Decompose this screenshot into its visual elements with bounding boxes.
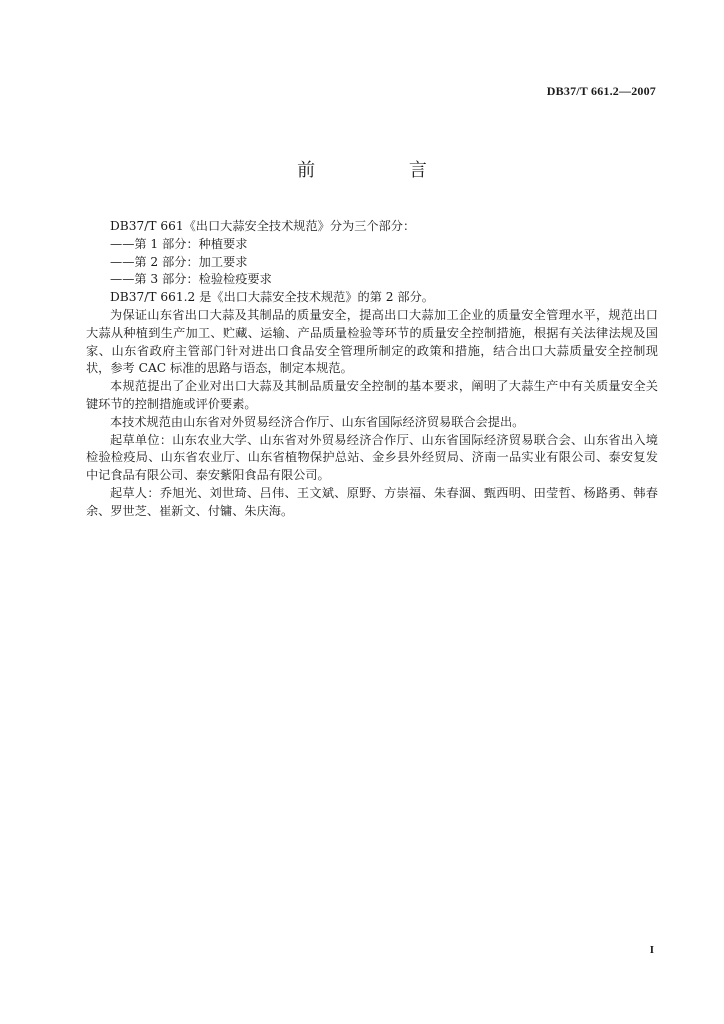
paragraph-scope: 本规范提出了企业对出口大蒜及其制品质量安全控制的基本要求，阐明了大蒜生产中有关质量安全关键环节的控制措施或评价要素。	[86, 379, 658, 411]
page-title: 前 言	[297, 160, 471, 181]
paragraph-purpose: 为保证山东省出口大蒜及其制品的质量安全，提高出口大蒜加工企业的质量安全管理水平，规范出口大蒜从种植到生产加工、贮藏、运输、产品质量检验等环节的质量安全控制措施，根据有关法律法规及国家、山东省政府主管部门针对进出口食品安全管理所制定的政策和措施，结合出口大蒜质量安全控制现状，参考 CAC 标准的思路与语态，制定本规范。	[86, 307, 658, 376]
paragraph-proposer: 本技术规范由山东省对外贸易经济合作厅、山东省国际经济贸易联合会提出。	[110, 414, 525, 429]
list-item-part-3: ——第 3 部分：检验检疫要求	[110, 272, 272, 287]
list-item-part-2: ——第 2 部分：加工要求	[110, 254, 248, 269]
paragraph-drafters: 起草人：乔旭光、刘世琦、吕伟、王文斌、原野、方崇福、朱春涸、甄西明、田莹哲、杨路勇、韩春余、罗世芝、崔新文、付镛、朱庆海。	[86, 485, 658, 518]
paragraph-part-statement: DB37/T 661.2 是《出口大蒜安全技术规范》的第 2 部分。	[110, 290, 434, 305]
list-item-part-1: ——第 1 部分：种植要求	[110, 236, 248, 251]
paragraph-drafting-units: 起草单位：山东农业大学、山东省对外贸易经济合作厅、山东省国际经济贸易联合会、山东省出入境检验检疫局、山东省农业厅、山东省植物保护总站、金乡县外经贸局、济南一品实业有限公司、泰安复发中记食品有限公司、泰安紫阳食品有限公司。	[86, 432, 658, 483]
standard-code-header: DB37/T 661.2—2007	[546, 84, 656, 98]
paragraph-intro: DB37/T 661《出口大蒜安全技术规范》分为三个部分：	[110, 219, 416, 233]
page-number: I	[649, 944, 654, 956]
foreword-body	[86, 218, 658, 521]
